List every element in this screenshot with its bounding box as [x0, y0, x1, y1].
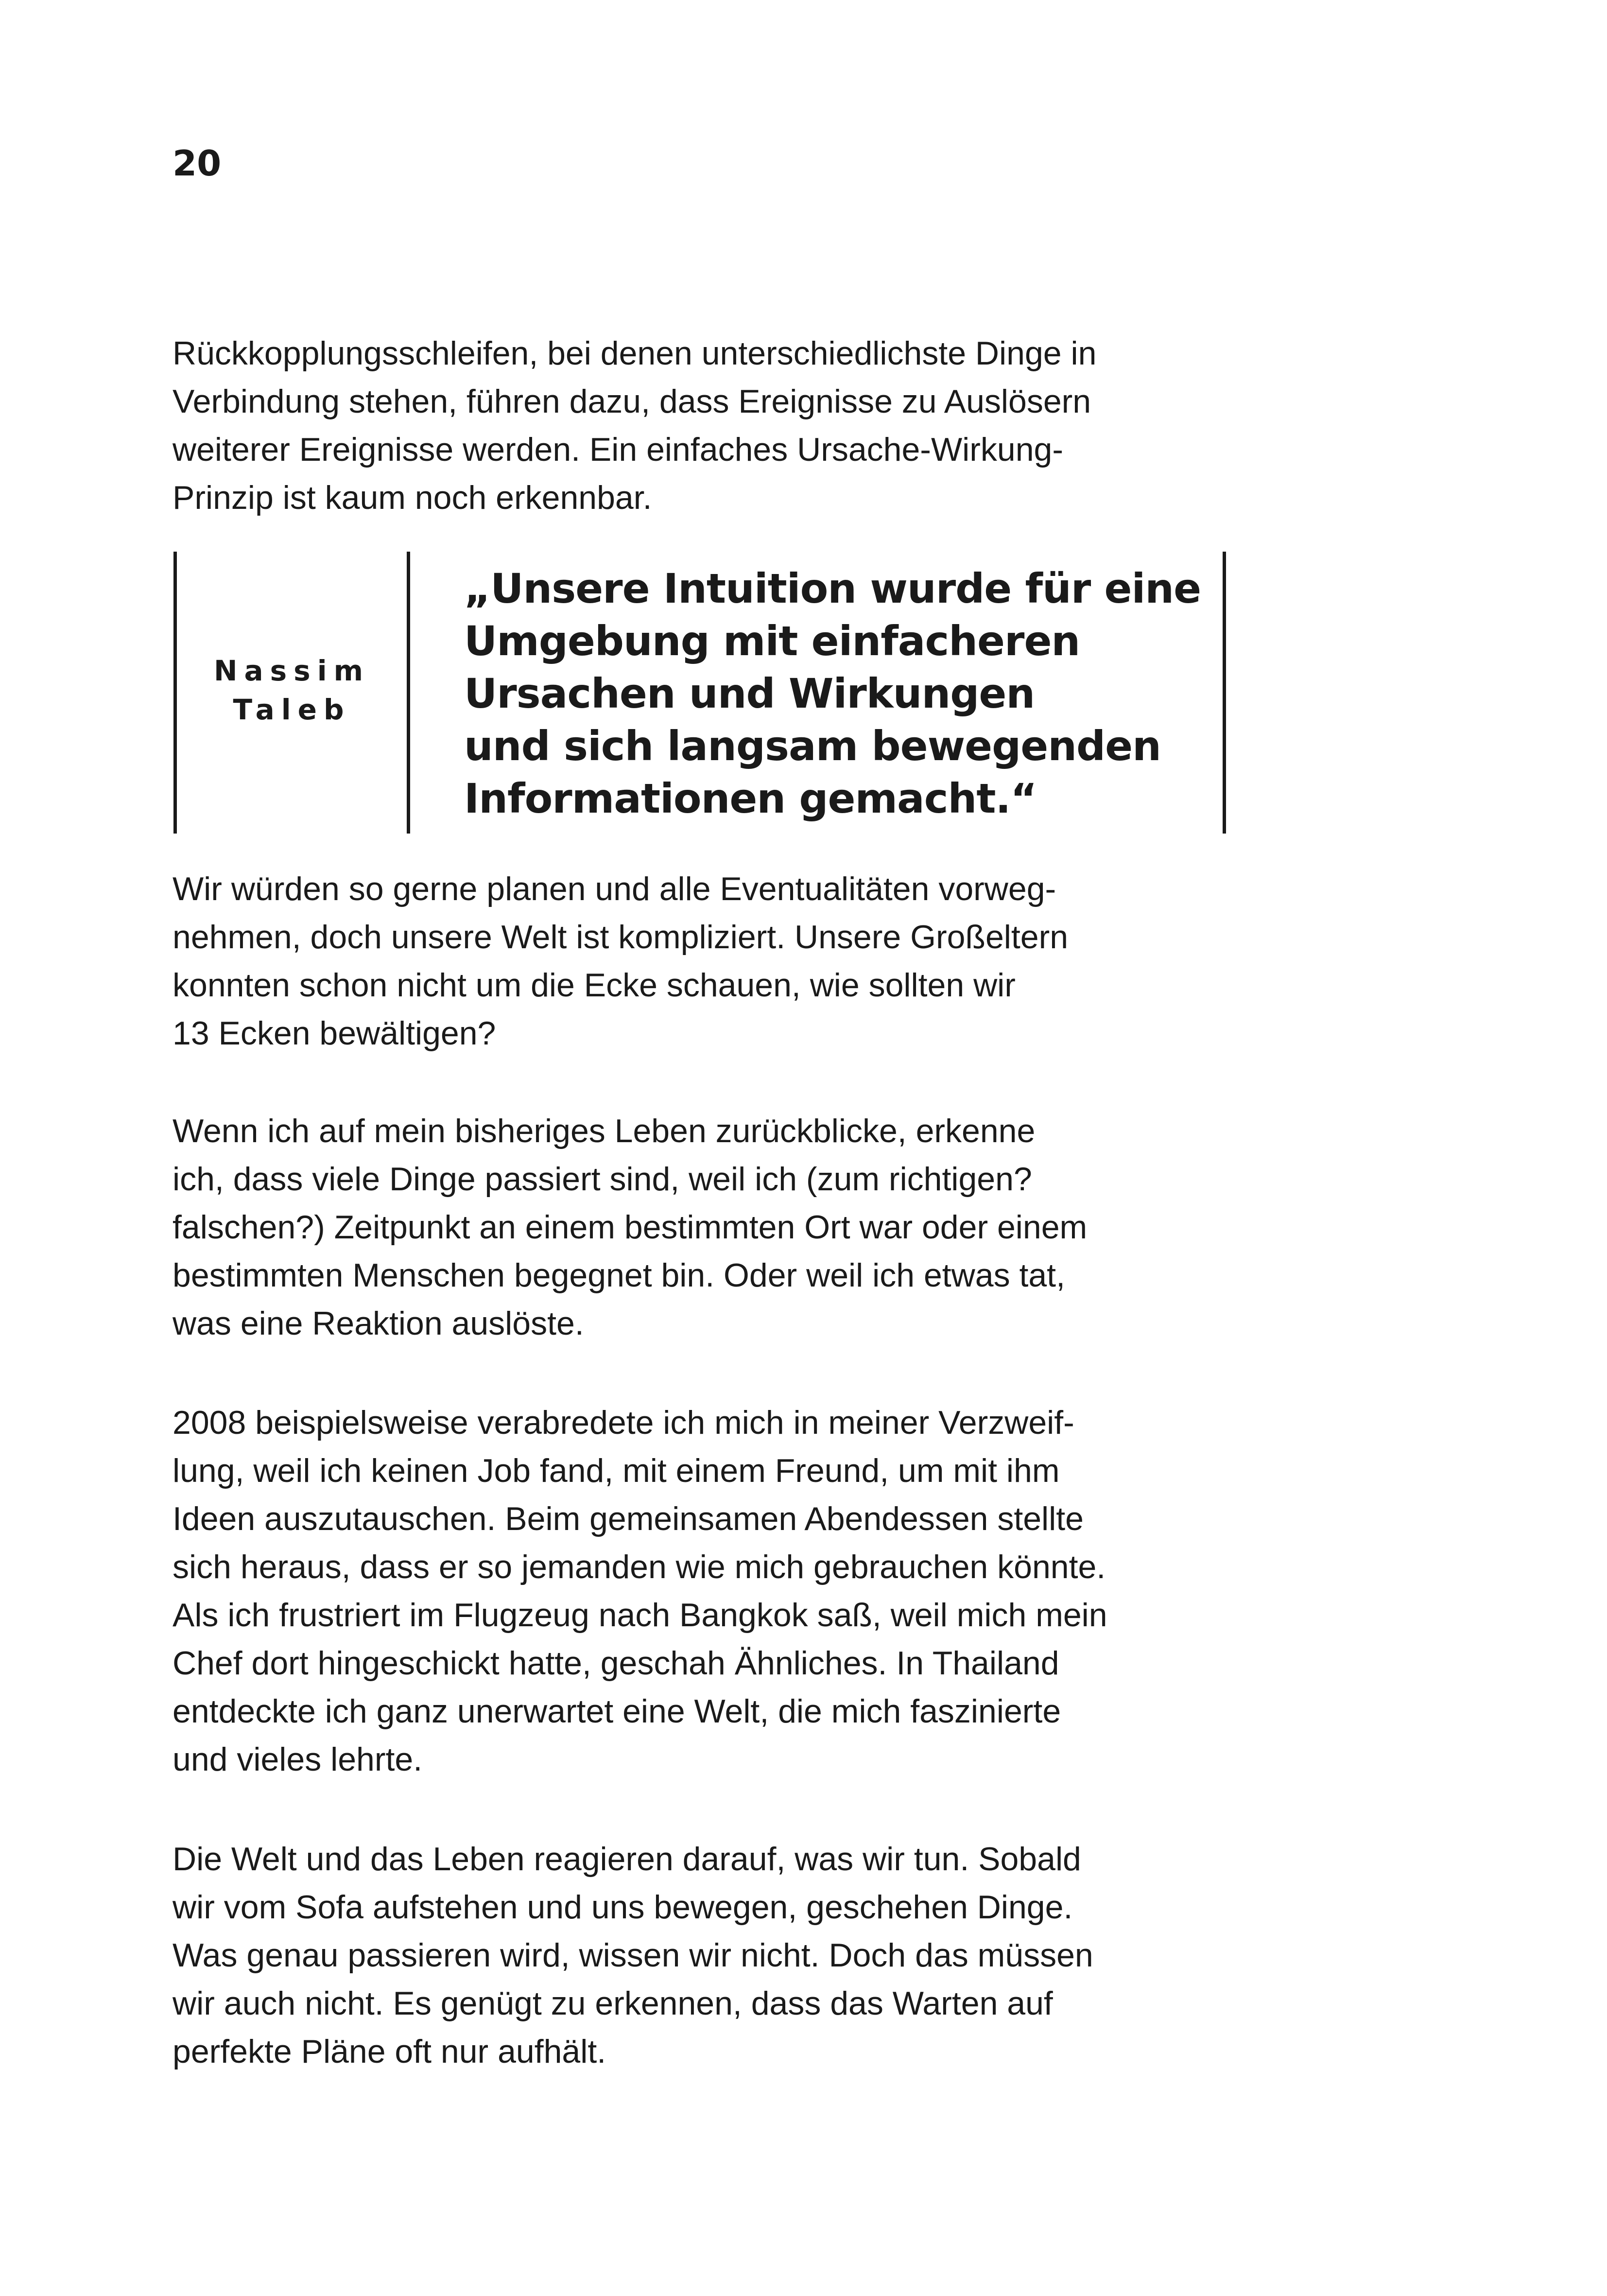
text-line: bestimmten Menschen begegnet bin. Oder weil ich etwas tat, — [173, 1257, 1065, 1294]
text-line: wir vom Sofa aufstehen und uns bewegen, geschehen Dinge. — [173, 1889, 1073, 1926]
text-line: entdeckte ich ganz unerwartet eine Welt, die mich faszinierte — [173, 1693, 1061, 1730]
text-line: lung, weil ich keinen Job fand, mit einem Freund, um mit ihm — [173, 1452, 1060, 1489]
text-line: Rückkopplungsschleifen, bei denen unterschiedlichste Dinge in — [173, 335, 1097, 372]
text-line: sich heraus, dass er so jemanden wie mich gebrauchen könnte. — [173, 1548, 1106, 1585]
text-line: Als ich frustriert im Flugzeug nach Bangkok saß, weil mich mein — [173, 1597, 1107, 1634]
quote-rule-middle — [407, 552, 410, 834]
quote-line: „Unsere Intuition wurde für eine — [464, 565, 1201, 612]
quote-rule-left — [173, 552, 177, 834]
text-line: weiterer Ereignisse werden. Ein einfaches Ursache-Wirkung- — [173, 431, 1063, 468]
body-paragraph — [173, 865, 1242, 1058]
text-line: Was genau passieren wird, wissen wir nicht. Doch das müssen — [173, 1937, 1093, 1974]
text-line: Wir würden so gerne planen und alle Eventualitäten vorweg- — [173, 870, 1056, 907]
text-line: falschen?) Zeitpunkt an einem bestimmten Ort war oder einem — [173, 1209, 1088, 1246]
text-line: und vieles lehrte. — [173, 1741, 423, 1778]
text-line: wir auch nicht. Es genügt zu erkennen, dass das Warten auf — [173, 1985, 1053, 2022]
page-number: 20 — [173, 143, 222, 184]
text-line: nehmen, doch unsere Welt ist kompliziert. Unsere Großeltern — [173, 919, 1069, 956]
quote-line: Informationen gemacht.“ — [464, 775, 1037, 822]
pull-quote — [173, 552, 1226, 834]
text-line: Chef dort hingeschickt hatte, geschah Ähnliches. In Thailand — [173, 1645, 1059, 1682]
quote-line: und sich langsam bewegenden — [464, 722, 1161, 770]
text-line: Prinzip ist kaum noch erkennbar. — [173, 479, 652, 516]
text-line: 13 Ecken bewältigen? — [173, 1015, 496, 1052]
quote-author-line: Taleb — [233, 693, 351, 726]
body-paragraph — [173, 1835, 1242, 2076]
text-line: Verbindung stehen, führen dazu, dass Ereignisse zu Auslösern — [173, 383, 1091, 420]
text-line: Die Welt und das Leben reagieren darauf, was wir tun. Sobald — [173, 1841, 1081, 1878]
text-line: konnten schon nicht um die Ecke schauen, wie sollten wir — [173, 967, 1016, 1004]
quote-line: Ursachen und Wirkungen — [464, 670, 1035, 717]
quote-author — [177, 651, 407, 729]
intro-paragraph — [173, 330, 1242, 522]
text-line: perfekte Pläne oft nur aufhält. — [173, 2033, 606, 2070]
quote-rule-right — [1223, 552, 1226, 834]
quote-text — [464, 562, 1201, 825]
body-paragraph — [173, 1107, 1242, 1348]
quote-line: Umgebung mit einfacheren — [464, 617, 1080, 665]
text-line: Ideen auszutauschen. Beim gemeinsamen Abendessen stellte — [173, 1500, 1084, 1537]
body-paragraph — [173, 1399, 1242, 1784]
quote-author-line: Nassim — [213, 654, 370, 687]
text-line: was eine Reaktion auslöste. — [173, 1305, 584, 1342]
text-line: ich, dass viele Dinge passiert sind, weil ich (zum richtigen? — [173, 1161, 1032, 1198]
text-line: Wenn ich auf mein bisheriges Leben zurückblicke, erkenne — [173, 1113, 1036, 1149]
text-line: 2008 beispielsweise verabredete ich mich in meiner Verzweif- — [173, 1404, 1074, 1441]
